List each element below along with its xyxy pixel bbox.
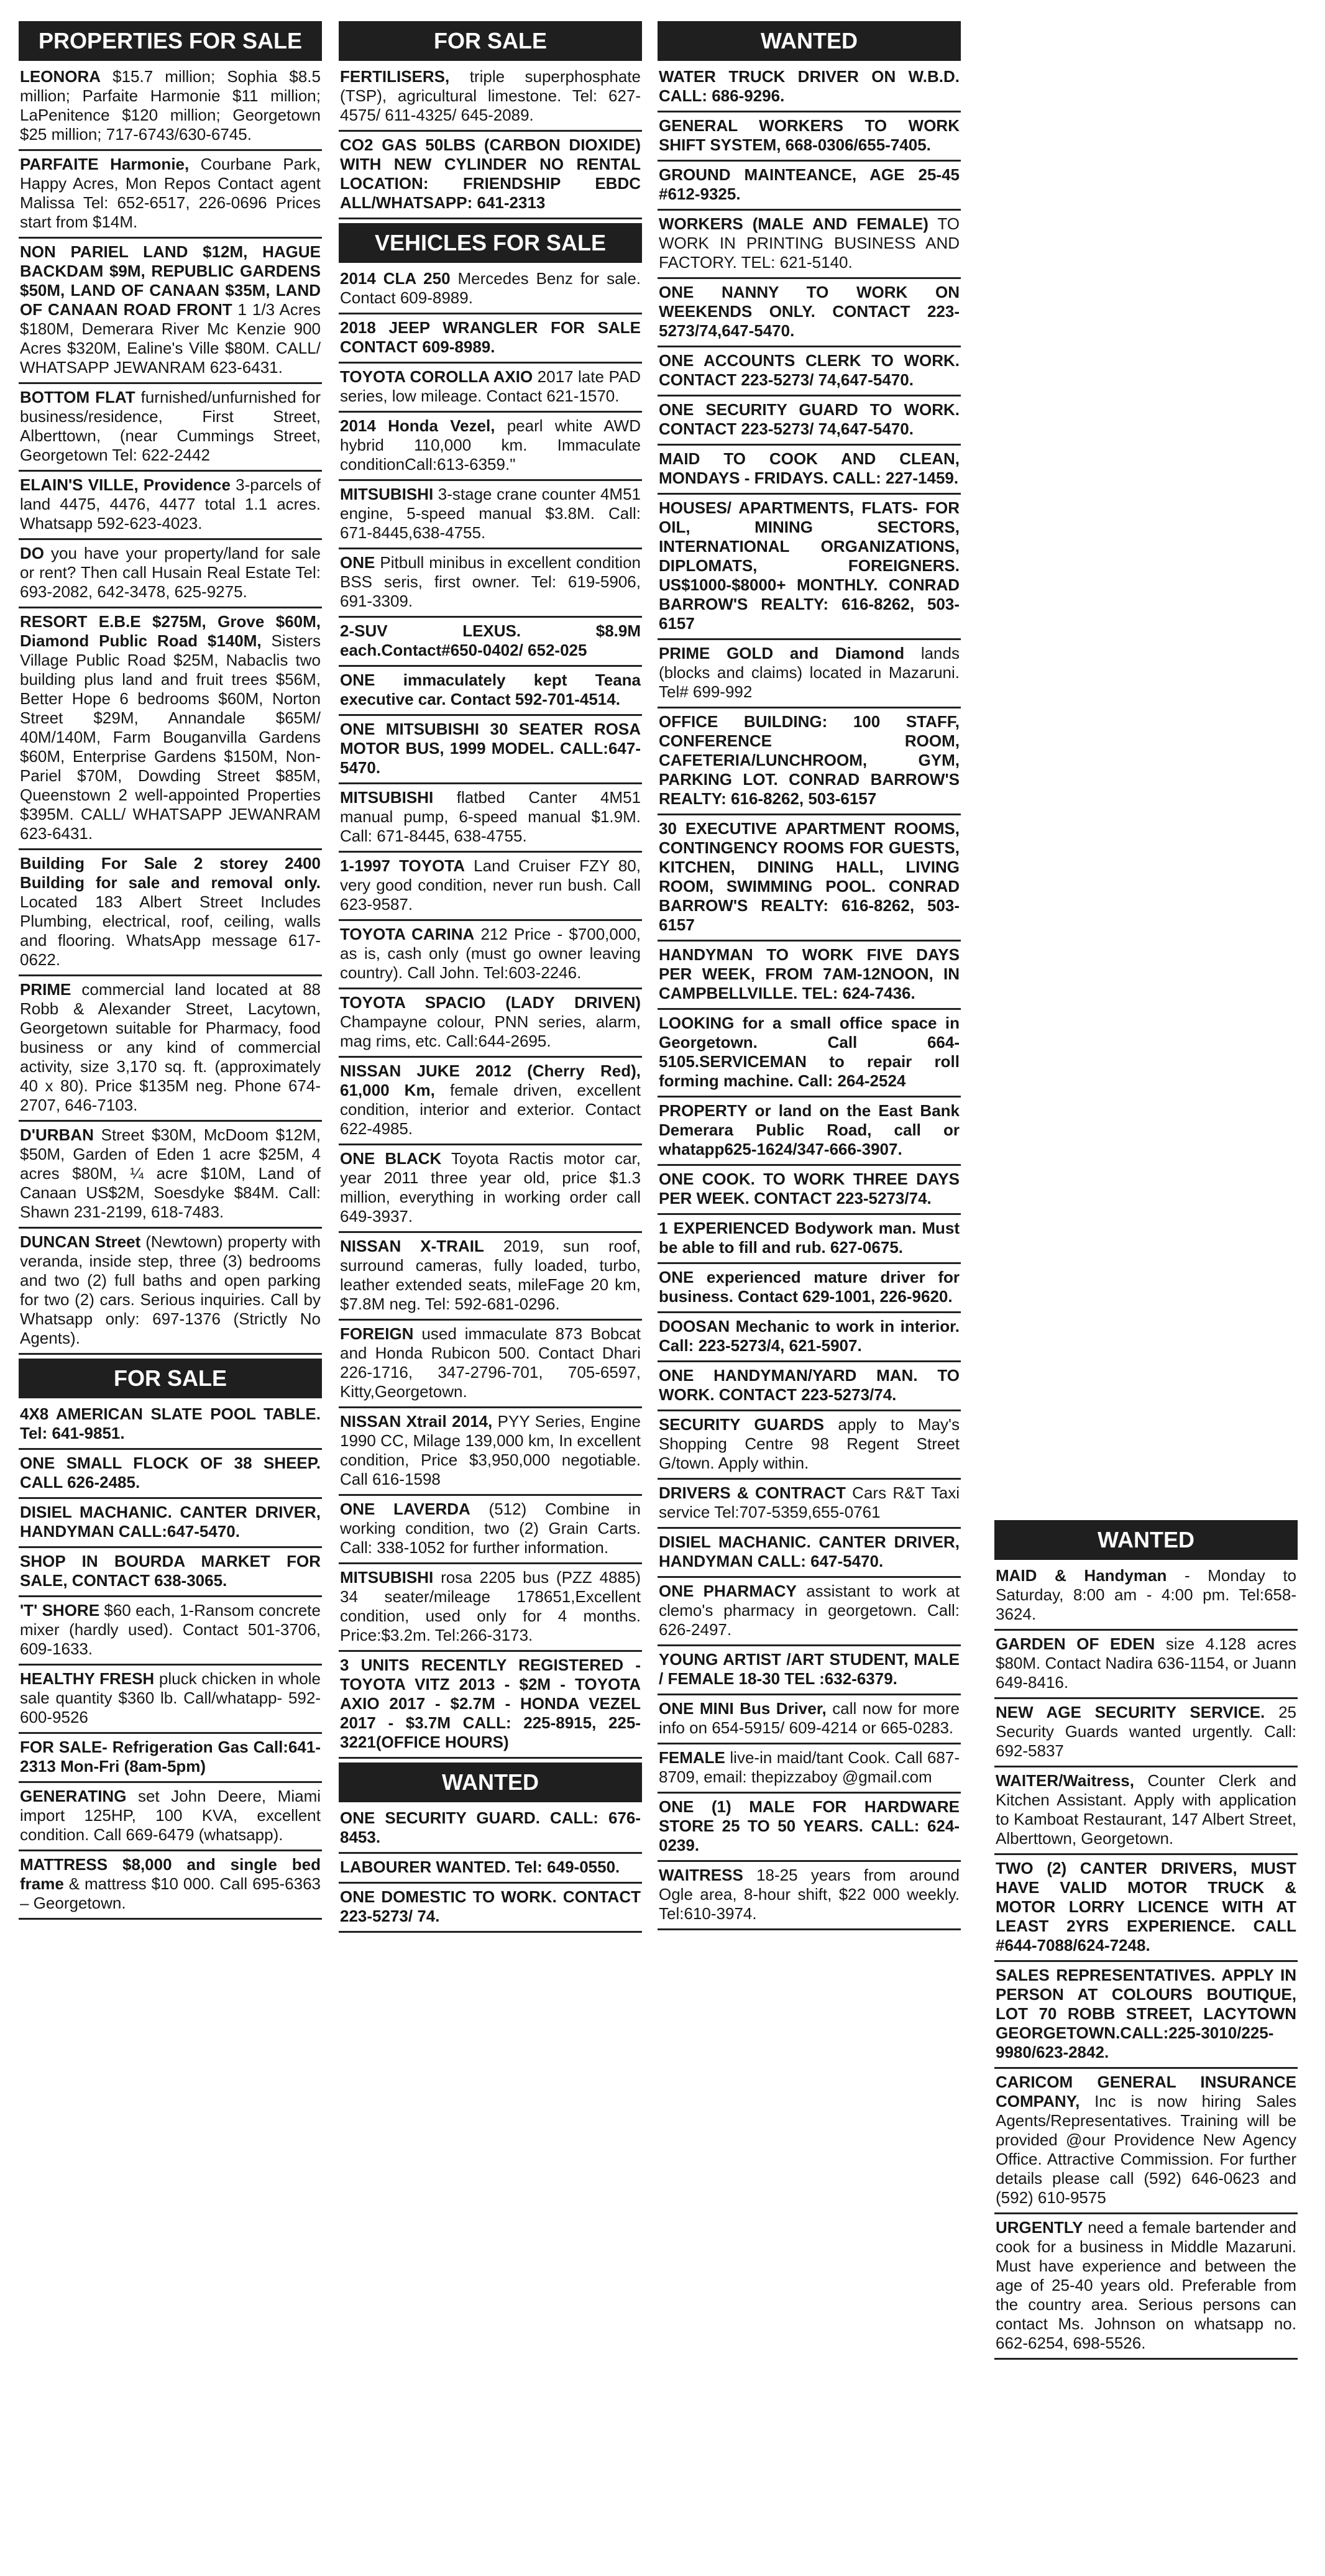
ad-body: Street $30M, McDoom $12M, $50M, Garden of Eden 1 acre $25M, 4 acres $80M, ¼ acre $10M, Land of Canaan US$2M, Soesdyke $84M. Call: Shawn 231-2199, 618-7483. — [20, 1125, 321, 1221]
classified-ad — [658, 1415, 961, 1480]
ad-body: 2017 late PAD series, low mileage. Contact 621-1570. — [340, 367, 641, 405]
ad-lead: MAID & Handyman — [996, 1566, 1167, 1585]
classified-ad — [19, 1787, 322, 1851]
classified-ad — [658, 1866, 961, 1930]
classified-ad — [658, 1748, 961, 1794]
ad-lead: ONE — [340, 553, 375, 572]
ad-lead: BOTTOM FLAT — [20, 388, 135, 406]
classified-ad — [339, 993, 642, 1058]
ad-body: assistant to work at clemo's pharmacy in georgetown. Call: 626-2497. — [659, 1582, 960, 1639]
classified-ad — [658, 1797, 961, 1862]
ad-body: rosa 2205 bus (PZZ 4885) 34 seater/mileage 178651,Excellent condition, used only for 4 months. Price:$3.2m. Tel:266-3173. — [340, 1568, 641, 1644]
ad-lead: WORKERS (MALE AND FEMALE) — [659, 214, 928, 233]
classified-ad — [19, 242, 322, 384]
ad-body: 2019, sun roof, surround cameras, fully loaded, turbo, leather extended seats, mileFage 20 km, $7.8M neg. Tel: 592-681-0296. — [340, 1237, 641, 1313]
section-heading: FOR SALE — [19, 1359, 322, 1398]
ad-body: & mattress $10 000. Call 695-6363 – Georgetown. — [20, 1874, 321, 1912]
classified-ad — [339, 671, 642, 716]
classified-ad — [994, 1966, 1298, 2069]
ad-lead: TOYOTA COROLLA AXIO — [340, 367, 533, 386]
classified-ad — [339, 1500, 642, 1564]
classified-ad — [19, 1405, 322, 1450]
classified-ad — [19, 1232, 322, 1355]
ad-lead: ONE PHARMACY — [659, 1582, 797, 1600]
classified-ad — [19, 1125, 322, 1229]
ad-lead: DISIEL MACHANIC. CANTER DRIVER, HANDYMAN CALL:647-5470. — [20, 1503, 321, 1541]
ad-lead: ONE HANDYMAN/YARD MAN. TO WORK. CONTACT 223-5273/74. — [659, 1366, 960, 1404]
ad-lead: FOREIGN — [340, 1324, 414, 1343]
ad-lead: WAITER/Waitress, — [996, 1771, 1134, 1790]
section-heading: VEHICLES FOR SALE — [339, 223, 642, 263]
classified-ad — [339, 1061, 642, 1145]
ad-body: live-in maid/tant Cook. Call 687-8709, email: thepizzaboy @gmail.com — [659, 1748, 960, 1786]
classified-ad — [19, 544, 322, 608]
classified-ad — [339, 367, 642, 413]
ad-body: triple superphosphate (TSP), agricultural limestone. Tel: 627-4575/ 611-4325/ 645-2089. — [340, 67, 641, 124]
classified-ad — [658, 498, 961, 640]
ad-lead: LOOKING for a small office space in Georgetown. Call 664-5105.SERVICEMAN to repair roll forming machine. Call: 264-2524 — [659, 1014, 960, 1090]
ad-lead: WAITRESS — [659, 1866, 743, 1884]
classified-ad — [658, 644, 961, 708]
classified-ad — [658, 1366, 961, 1411]
ad-body: (Newtown) property with veranda, inside step, three (3) bedrooms and two (2) full baths and open parking for two (2) cars. Serious inquiries. Call by Whatsapp only: 697-1376 (Strictly No Agents). — [20, 1232, 321, 1347]
classified-ad — [19, 1454, 322, 1499]
ad-lead: 1-1997 TOYOTA — [340, 856, 465, 875]
classified-ad — [19, 1738, 322, 1783]
ad-body: 25 Security Guards wanted urgently. Call: 692-5837 — [996, 1703, 1296, 1760]
classified-ad — [339, 135, 642, 219]
classified-ad — [339, 1412, 642, 1496]
ad-lead: 3 UNITS RECENTLY REGISTERED - TOYOTA VITZ 2013 - $2M - TOYOTA AXIO 2017 - $2.7M - HONDA VEZEL 2017 - $3.7M CALL: 225-8915, 225-3221(OFFICE HOURS) — [340, 1656, 641, 1751]
ad-lead: FEMALE — [659, 1748, 725, 1767]
classified-ad — [339, 1149, 642, 1233]
classified-ad — [339, 1656, 642, 1759]
ad-lead: LEONORA — [20, 67, 101, 86]
ad-lead: ONE NANNY TO WORK ON WEEKENDS ONLY. CONTACT 223-5273/74,647-5470. — [659, 283, 960, 340]
classified-ad — [658, 1014, 961, 1098]
classified-ad — [994, 2218, 1298, 2360]
ad-lead: GROUND MAINTEANCE, AGE 25-45 #612-9325. — [659, 165, 960, 203]
ad-lead: PARFAITE Harmonie, — [20, 155, 190, 173]
classified-ad — [658, 1317, 961, 1362]
classified-ad — [658, 283, 961, 347]
classified-ad — [339, 1324, 642, 1408]
ad-lead: LABOURER WANTED. Tel: 649-0550. — [340, 1858, 620, 1876]
classified-ad — [658, 945, 961, 1010]
classified-ad — [339, 269, 642, 314]
ad-body: size 4.128 acres $80M. Contact Nadira 636-1154, or Juann 649-8416. — [996, 1634, 1296, 1692]
ad-lead: PROPERTY or land on the East Bank Demerara Public Road, call or whatapp625-1624/347-666-3907. — [659, 1101, 960, 1158]
ad-body: pluck chicken in whole sale quantity $360 lb. Call/whatapp- 592-600-9526 — [20, 1669, 321, 1726]
ad-body: Mercedes Benz for sale. Contact 609-8989. — [340, 269, 641, 307]
ad-body: need a female bartender and cook for a business in Middle Mazaruni. Must have experience and between the age of 25-40 years old. Preferable from the country area. Serious persons can contact Ms. Johnson on whatsapp no. 662-6254, 698-5526. — [996, 2218, 1296, 2352]
classified-ad — [19, 475, 322, 540]
ad-lead: ONE SECURITY GUARD. CALL: 676-8453. — [340, 1808, 641, 1846]
section-heading: FOR SALE — [339, 21, 642, 61]
column-3 — [658, 17, 961, 1934]
classified-ad — [19, 1552, 322, 1597]
ad-body: pearl white AWD hybrid 110,000 km. Immaculate conditionCall:613-6359." — [340, 416, 641, 474]
classified-ad — [339, 856, 642, 921]
classified-ad — [19, 1855, 322, 1920]
ad-lead: NEW AGE SECURITY SERVICE. — [996, 1703, 1265, 1721]
ad-body: Champayne colour, PNN series, alarm, mag rims, etc. Call:644-2695. — [340, 1012, 641, 1050]
ad-lead: ONE COOK. TO WORK THREE DAYS PER WEEK. CONTACT 223-5273/74. — [659, 1170, 960, 1208]
classified-ad — [339, 720, 642, 784]
ad-lead: ONE MITSUBISHI 30 SEATER ROSA MOTOR BUS, 1999 MODEL. CALL:647-5470. — [340, 720, 641, 777]
column-1 — [19, 17, 322, 1923]
ad-body: female driven, excellent condition, interior and exterior. Contact 622-4985. — [340, 1081, 641, 1138]
classified-ad — [994, 1566, 1298, 1631]
ad-body: you have your property/land for sale or rent? Then call Husain Real Estate Tel: 693-2082, 642-3478, 625-9275. — [20, 544, 321, 601]
ad-lead: 'T' SHORE — [20, 1601, 100, 1620]
ad-lead: FOR SALE- Refrigeration Gas Call:641-2313 Mon-Fri (8am-5pm) — [20, 1738, 321, 1776]
ad-lead: D'URBAN — [20, 1125, 94, 1144]
ad-lead: HEALTHY FRESH — [20, 1669, 155, 1688]
classified-ad — [658, 1533, 961, 1578]
ad-lead: 1 EXPERIENCED Bodywork man. Must be able to fill and rub. 627-0675. — [659, 1219, 960, 1257]
ad-lead: ONE LAVERDA — [340, 1500, 470, 1518]
ad-body: $15.7 million; Sophia $8.5 million; Parfaite Harmonie $11 million; LaPenitence $120 million; Georgetown $25 million; 717-6743/630-6745. — [20, 67, 321, 144]
classified-ad — [658, 1268, 961, 1313]
classified-ad — [994, 1703, 1298, 1767]
classified-ad — [658, 712, 961, 815]
ad-lead: TOYOTA SPACIO (LADY DRIVEN) — [340, 993, 641, 1012]
ad-body: PYY Series, Engine 1990 CC, Milage 139,000 km, In excellent condition, Price $3,950,000 negotiable. Call 616-1598 — [340, 1412, 641, 1488]
classified-ad — [658, 165, 961, 211]
classified-ad — [19, 1601, 322, 1666]
classified-ad — [339, 1887, 642, 1933]
ad-body: (512) Combine in working condition, two (2) Grain Carts. Call: 338-1052 for further information. — [340, 1500, 641, 1557]
ad-lead: ONE immaculately kept Teana executive car. Contact 592-701-4514. — [340, 671, 641, 708]
ad-body: 1 1/3 Acres $180M, Demerara River Mc Kenzie 900 Acres $320M, Ealine's Ville $80M. CALL/ WHATSAPP JEWANRAM 623-6431. — [20, 300, 321, 377]
classified-ad — [19, 1669, 322, 1734]
ad-lead: FERTILISERS, — [340, 67, 450, 86]
ad-lead: GENERATING — [20, 1787, 127, 1805]
classified-ad — [658, 1101, 961, 1166]
classified-ad — [339, 485, 642, 549]
classified-ad — [658, 1650, 961, 1695]
ad-lead: ELAIN'S VILLE, Providence — [20, 475, 231, 494]
ad-lead: DRIVERS & CONTRACT — [659, 1483, 846, 1502]
ad-body: Courbane Park, Happy Acres, Mon Repos Contact agent Malissa Tel: 652-6517, 226-0696 Prices start from $14M. — [20, 155, 321, 231]
classified-ad — [658, 449, 961, 495]
ad-lead: ONE ACCOUNTS CLERK TO WORK. CONTACT 223-5273/ 74,647-5470. — [659, 351, 960, 389]
classified-ad — [339, 553, 642, 618]
classified-ad — [994, 1771, 1298, 1855]
ad-body: $60 each, 1-Ransom concrete mixer (hardly used). Contact 501-3706, 609-1633. — [20, 1601, 321, 1658]
ad-body: commercial land located at 88 Robb & Alexander Street, Lacytown, Georgetown suitable for Pharmacy, food business or any kind of commercial activity, size 3,170 sq. ft. (approximately 40 x 80). Price $135M neg. Phone 674-2707, 646-7103. — [20, 980, 321, 1114]
ad-lead: MITSUBISHI — [340, 788, 434, 807]
ad-lead: CO2 GAS 50LBS (CARBON DIOXIDE) WITH NEW CYLINDER NO RENTAL LOCATION: FRIENDSHIP EBDC ALL/WHATSAPP: 641-2313 — [340, 135, 641, 212]
ad-lead: CARICOM GENERAL INSURANCE COMPANY, — [996, 2073, 1296, 2111]
ad-lead: DISIEL MACHANIC. CANTER DRIVER, HANDYMAN CALL: 647-5470. — [659, 1533, 960, 1570]
ad-lead: GENERAL WORKERS TO WORK SHIFT SYSTEM, 668-0306/655-7405. — [659, 116, 960, 154]
ad-lead: OFFICE BUILDING: 100 STAFF, CONFERENCE ROOM, CAFETERIA/LUNCHROOM, GYM, PARKING LOT. CONRAD BARROW'S REALTY: 616-8262, 503-6157 — [659, 712, 960, 808]
classified-ad — [19, 980, 322, 1122]
classified-ad — [658, 351, 961, 396]
section-heading: WANTED — [339, 1762, 642, 1802]
ad-lead: NISSAN JUKE 2012 (Cherry Red), 61,000 Km, — [340, 1061, 641, 1099]
classified-ad — [339, 788, 642, 853]
ad-body: Located 183 Albert Street Includes Plumbing, electrical, roof, ceiling, walls and flooring. WhatsApp message 617-0622. — [20, 892, 321, 969]
ad-lead: URGENTLY — [996, 2218, 1083, 2237]
ad-lead: DO — [20, 544, 44, 562]
classified-ad — [339, 416, 642, 481]
classified-ad — [19, 155, 322, 239]
classified-ad — [658, 1699, 961, 1744]
ad-body: 3-parcels of land 4475, 4476, 4477 total 1.1 acres. Whatsapp 592-623-4023. — [20, 475, 321, 533]
ad-lead: SECURITY GUARDS — [659, 1415, 825, 1434]
ad-lead: ONE DOMESTIC TO WORK. CONTACT 223-5273/ 74. — [340, 1887, 641, 1925]
ad-body: apply to May's Shopping Centre 98 Regent Street G/town. Apply within. — [659, 1415, 960, 1472]
ad-body: 18-25 years from around Ogle area, 8-hour shift, $22 000 weekly. Tel:610-3974. — [659, 1866, 960, 1923]
ad-body: lands (blocks and claims) located in Mazaruni. Tel# 699-992 — [659, 644, 960, 701]
ad-body: - Monday to Saturday, 8:00 am - 4:00 pm. Tel:658-3624. — [996, 1566, 1296, 1623]
ad-lead: NISSAN Xtrail 2014, — [340, 1412, 493, 1431]
ad-body: 212 Price - $700,000, as is, cash only (must go owner leaving country). Call John. Tel:603-2246. — [340, 925, 641, 982]
ad-lead: 2-SUV LEXUS. $8.9M each.Contact#650-0402/ 652-025 — [340, 621, 641, 659]
ad-lead: DUNCAN Street — [20, 1232, 141, 1251]
ad-lead: MAID TO COOK AND CLEAN, MONDAYS - FRIDAYS. CALL: 227-1459. — [659, 449, 960, 487]
classified-ad — [658, 400, 961, 446]
ad-lead: 4X8 AMERICAN SLATE POOL TABLE. Tel: 641-9851. — [20, 1405, 321, 1442]
section-heading: WANTED — [994, 1520, 1298, 1560]
ad-lead: 2018 JEEP WRANGLER FOR SALE CONTACT 609-8989. — [340, 318, 641, 356]
ad-lead: ONE experienced mature driver for business. Contact 629-1001, 226-9620. — [659, 1268, 960, 1306]
classified-ad — [658, 1219, 961, 1264]
classified-ad — [994, 2073, 1298, 2214]
classified-ad — [339, 67, 642, 132]
ad-lead: 30 EXECUTIVE APARTMENT ROOMS, CONTINGENCY ROOMS FOR GUESTS, KITCHEN, DINING HALL, LIVING ROOM, SWIMMING POOL. CONRAD BARROW'S REALTY: 616-8262, 503-6157 — [659, 819, 960, 934]
ad-lead: SHOP IN BOURDA MARKET FOR SALE, CONTACT 638-3065. — [20, 1552, 321, 1590]
classified-ad — [339, 621, 642, 667]
ad-lead: DOOSAN Mechanic to work in interior. Call: 223-5273/4, 621-5907. — [659, 1317, 960, 1355]
classified-ad — [19, 854, 322, 976]
ad-body: Inc is now hiring Sales Agents/Representatives. Training will be provided @our Providence New Agency Office. Attractive Commission. For further details please call (592) 646-0623 and (592) 610-9575 — [996, 2092, 1296, 2207]
ad-lead: HOUSES/ APARTMENTS, FLATS- FOR OIL, MINING SECTORS, INTERNATIONAL ORGANIZATIONS, DIPLOMATS, FOREIGNERS. US$1000-$8000+ MONTHLY. CONRAD BARROW'S REALTY: 616-8262, 503-6157 — [659, 498, 960, 633]
column-2 — [339, 17, 642, 1937]
classified-ad — [339, 1568, 642, 1652]
ad-lead: ONE MINI Bus Driver, — [659, 1699, 827, 1718]
classified-ad — [339, 1237, 642, 1321]
ad-body: 3-stage crane counter 4M51 engine, 5-speed manual $3.8M. Call: 671-8445,638-4755. — [340, 485, 641, 542]
ad-body: furnished/unfurnished for business/residence, First Street, Alberttown, (near Cummings Street, Georgetown Tel: 622-2442 — [20, 388, 321, 464]
ad-lead: WATER TRUCK DRIVER ON W.B.D. CALL: 686-9296. — [659, 67, 960, 105]
ad-lead: ONE SMALL FLOCK OF 38 SHEEP. CALL 626-2485. — [20, 1454, 321, 1492]
ad-body: Pitbull minibus in excellent condition BSS seris, first owner. Tel: 619-5906, 691-3309. — [340, 553, 641, 610]
ad-lead: TOYOTA CARINA — [340, 925, 475, 943]
classified-ad — [339, 1858, 642, 1884]
ad-lead: MATTRESS $8,000 and single bed frame — [20, 1855, 321, 1893]
classified-ad — [19, 67, 322, 151]
ad-body: Land Cruiser FZY 80, very good condition, never run bush. Call 623-9587. — [340, 856, 641, 914]
ad-lead: TWO (2) CANTER DRIVERS, MUST HAVE VALID MOTOR TRUCK & MOTOR LORRY LICENCE WITH AT LEAST 2YRS EXPERIENCE. CALL #644-7088/624-7248. — [996, 1859, 1296, 1955]
ad-body: Toyota Ractis motor car, year 2011 three year old, price $1.3 million, everything in working order call 649-3937. — [340, 1149, 641, 1226]
classified-ad — [339, 1808, 642, 1854]
classified-ad — [658, 1582, 961, 1646]
ad-lead: NON PARIEL LAND $12M, HAGUE BACKDAM $9M, REPUBLIC GARDENS $50M, LAND OF CANAAN $35M, LAND OF CANAAN ROAD FRONT — [20, 242, 321, 319]
ad-lead: Building For Sale 2 storey 2400 Building for sale and removal only. — [20, 854, 321, 892]
classified-ad — [658, 1483, 961, 1529]
classified-ad — [994, 1634, 1298, 1699]
ad-lead: GARDEN OF EDEN — [996, 1634, 1155, 1653]
classified-ad — [658, 67, 961, 112]
classified-ad — [658, 116, 961, 162]
ad-body: Cars R&T Taxi service Tel:707-5359,655-0761 — [659, 1483, 960, 1521]
classified-ad — [339, 318, 642, 364]
ad-lead: 2014 Honda Vezel, — [340, 416, 495, 435]
section-heading: WANTED — [658, 21, 961, 61]
ad-lead: ONE (1) MALE FOR HARDWARE STORE 25 TO 50 YEARS. CALL: 624-0239. — [659, 1797, 960, 1854]
ad-body: call now for more info on 654-5915/ 609-4214 or 665-0283. — [659, 1699, 960, 1737]
ad-body: Counter Clerk and Kitchen Assistant. Apply with application to Kamboat Restaurant, 147 Albert Street, Alberttown, Georgetown. — [996, 1771, 1296, 1848]
ad-body: TO WORK IN PRINTING BUSINESS AND FACTORY. TEL: 621-5140. — [659, 214, 960, 272]
ad-lead: YOUNG ARTIST /ART STUDENT, MALE / FEMALE 18-30 TEL :632-6379. — [659, 1650, 960, 1688]
classified-ad — [994, 1859, 1298, 1962]
ad-lead: MITSUBISHI — [340, 485, 434, 503]
ad-lead: PRIME GOLD and Diamond — [659, 644, 905, 662]
classified-ad — [19, 612, 322, 850]
classified-ad — [339, 925, 642, 989]
classified-ad — [19, 388, 322, 472]
ad-lead: HANDYMAN TO WORK FIVE DAYS PER WEEK, FROM 7AM-12NOON, IN CAMPBELLVILLE. TEL: 624-7436. — [659, 945, 960, 1002]
ad-lead: ONE BLACK — [340, 1149, 442, 1168]
classified-ad — [658, 214, 961, 279]
ad-body: flatbed Canter 4M51 manual pump, 6-speed manual $1.9M. Call: 671-8445, 638-4755. — [340, 788, 641, 845]
ad-lead: PRIME — [20, 980, 71, 999]
ad-body: used immaculate 873 Bobcat and Honda Rubicon 500. Contact Dhari 226-1716, 347-2796-701, 705-6597, Kitty,Georgetown. — [340, 1324, 641, 1401]
ad-lead: NISSAN X-TRAIL — [340, 1237, 484, 1255]
ad-lead: ONE SECURITY GUARD TO WORK. CONTACT 223-5273/ 74,647-5470. — [659, 400, 960, 438]
column-4 — [994, 1516, 1298, 2363]
classified-ad — [658, 819, 961, 942]
ad-lead: MITSUBISHI — [340, 1568, 434, 1587]
ad-lead: SALES REPRESENTATIVES. APPLY IN PERSON AT COLOURS BOUTIQUE, LOT 70 ROBB STREET, LACYTOWN GEORGETOWN.CALL:225-3010/225-9980/623-2842. — [996, 1966, 1296, 2061]
ad-body: set John Deere, Miami import 125HP, 100 KVA, excellent condition. Call 669-6479 (whatsapp). — [20, 1787, 321, 1844]
classified-ad — [658, 1170, 961, 1215]
ad-lead: 2014 CLA 250 — [340, 269, 451, 288]
ad-body: Sisters Village Public Road $25M, Nabaclis two building plus land and fruit trees $56M, Better Hope 6 bedrooms $60M, Norton Street $29M, Annandale $65M/ 40M/140M, Farm Bouganvilla Gardens $60M, Enterprise Gardens $150M, Non-Pariel $70M, Dowding Street $85M, Queenstown 2 well-appointed Properties $395M. CALL/ WHATSAPP JEWANRAM 623-6431. — [20, 631, 321, 843]
ad-lead: RESORT E.B.E $275M, Grove $60M, Diamond Public Road $140M, — [20, 612, 321, 650]
section-heading: PROPERTIES FOR SALE — [19, 21, 322, 61]
classified-ad — [19, 1503, 322, 1548]
